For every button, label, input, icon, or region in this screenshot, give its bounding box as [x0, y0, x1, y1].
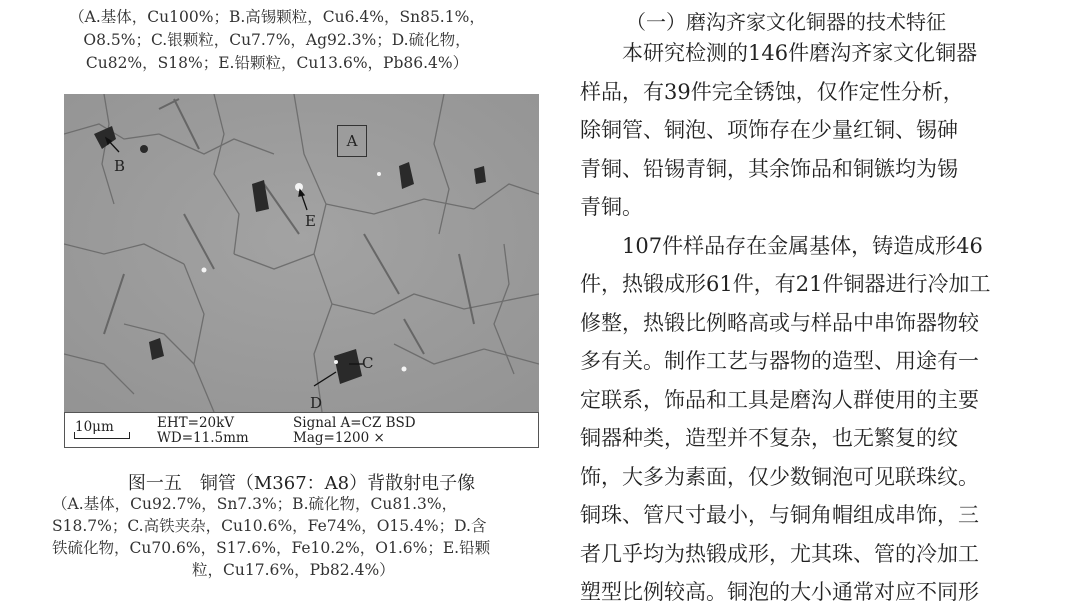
scale-bar-tick [129, 432, 130, 439]
label-c: C [362, 354, 374, 372]
figure-title: 图一五 铜管（M367：A8）背散射电子像 [127, 473, 476, 494]
caption-line: 铁硫化物，Cu70.6%，S17.6%，Fe10.2%，O1.6%；E.铅颗 [52, 539, 491, 557]
figure-caption [52, 493, 552, 581]
sem-params-col-1 [157, 416, 249, 446]
body-line: 铜珠、管尺寸最小，与铜角帽组成串饰，三 [580, 503, 979, 527]
wd-value: WD=11.5mm [157, 430, 249, 446]
body-line: 107件样品存在金属基体，铸造成形46 [580, 234, 983, 258]
top-figure-caption [52, 6, 502, 75]
eht-value: EHT=20kV [157, 415, 235, 431]
label-b: B [114, 157, 126, 175]
scale-bar-tick [74, 432, 75, 439]
scale-bar-label: 10μm [75, 419, 114, 435]
caption-line: （A.基体，Cu92.7%，Sn7.3%；B.硫化物，Cu81.3%， [52, 495, 458, 513]
body-line: 多有关。制作工艺与器物的造型、用途有一 [580, 349, 979, 373]
body-line: 本研究检测的146件磨沟齐家文化铜器 [580, 41, 978, 65]
mag-value: Mag=1200 × [293, 430, 385, 446]
body-line: 修整，热锻比例略高或与样品中串饰器物较 [580, 311, 979, 335]
label-d: D [310, 394, 323, 412]
body-line: 样品，有39件完全锈蚀，仅作定性分析， [580, 80, 964, 104]
sem-params-col-2 [293, 416, 416, 446]
body-line: 件，热锻成形61件，有21件铜器进行冷加工 [580, 272, 991, 296]
caption-line: O8.5%；C.银颗粒，Cu7.7%，Ag92.3%；D.硫化物， [83, 31, 471, 49]
sem-micrograph [64, 94, 539, 412]
caption-line: Cu82%，S18%；E.铅颗粒，Cu13.6%，Pb86.4%） [85, 54, 469, 72]
caption-line: S18.7%；C.高铁夹杂，Cu10.6%，Fe74%，O15.4%；D.含 [52, 517, 487, 535]
region-a-marker: A [337, 125, 367, 157]
caption-line: （A.基体，Cu100%；B.高锡颗粒，Cu6.4%，Sn85.1%， [69, 8, 485, 26]
body-line: 青铜。 [580, 195, 643, 219]
body-line: 青铜、铅锡青铜，其余饰品和铜镞均为锡 [580, 157, 958, 181]
label-e: E [305, 212, 316, 230]
body-line: 除铜管、铜泡、项饰存在少量红铜、锡砷 [580, 118, 958, 142]
sem-info-bar [64, 412, 539, 448]
body-line: 者几乎均为热锻成形，尤其珠、管的冷加工 [580, 542, 979, 566]
scale-bar [74, 438, 130, 439]
signal-value: Signal A=CZ BSD [293, 415, 416, 431]
body-line: 铜器种类，造型并不复杂，也无繁复的纹 [580, 426, 958, 450]
section-heading: （一）磨沟齐家文化铜器的技术特征 [626, 10, 946, 34]
body-line: 定联系，饰品和工具是磨沟人群使用的主要 [580, 388, 979, 412]
micrograph-texture [64, 94, 539, 412]
caption-line: 粒，Cu17.6%，Pb82.4%） [192, 561, 395, 579]
body-line: 饰，大多为素面，仅少数铜泡可见联珠纹。 [580, 465, 979, 489]
body-line: 塑型比例较高。铜泡的大小通常对应不同形 [580, 580, 979, 604]
